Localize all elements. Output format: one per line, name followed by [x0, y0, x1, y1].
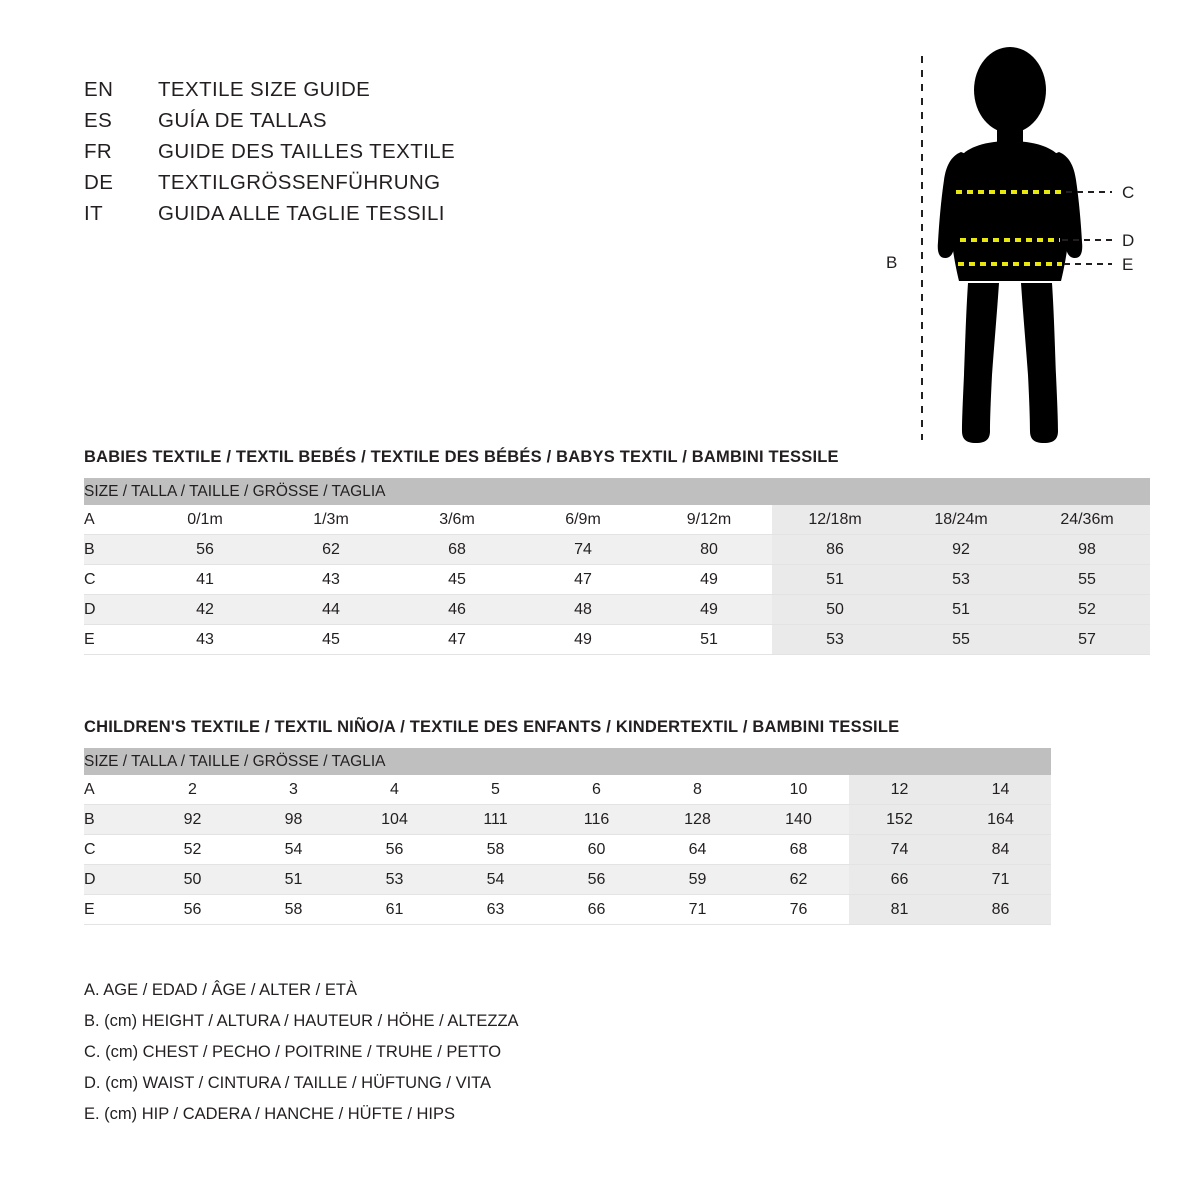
cell: 48: [520, 595, 646, 625]
cell: 56: [344, 835, 445, 865]
language-code: ES: [84, 109, 113, 132]
legend-item-a: A. AGE / EDAD / ÂGE / ALTER / ETÀ: [84, 981, 357, 999]
cell: 56: [142, 535, 268, 565]
cell: 4: [344, 775, 445, 805]
row-label: B: [84, 805, 142, 835]
cell: 45: [394, 565, 520, 595]
cell: 53: [898, 565, 1024, 595]
row-label: C: [84, 565, 142, 595]
cell: 51: [772, 565, 898, 595]
legend-item-e: E. (cm) HIP / CADERA / HANCHE / HÜFTE / HIPS: [84, 1105, 455, 1123]
cell: 128: [647, 805, 748, 835]
babies-section: [84, 448, 1150, 655]
language-title: TEXTILE SIZE GUIDE: [158, 78, 371, 101]
cell: 47: [520, 565, 646, 595]
cell: 98: [243, 805, 344, 835]
language-row: [84, 140, 604, 171]
cell: 71: [950, 865, 1051, 895]
cell: 10: [748, 775, 849, 805]
cell: 52: [142, 835, 243, 865]
cell: 50: [142, 865, 243, 895]
table-row: [84, 775, 1051, 805]
language-row: [84, 202, 604, 233]
language-title-list: [84, 78, 604, 233]
cell: 111: [445, 805, 546, 835]
row-label: E: [84, 895, 142, 925]
language-row: [84, 78, 604, 109]
cell: 74: [849, 835, 950, 865]
cell: 47: [394, 625, 520, 655]
cell: 53: [772, 625, 898, 655]
language-row: [84, 171, 604, 202]
cell: 52: [1024, 595, 1150, 625]
table-row: [84, 565, 1150, 595]
cell: 56: [142, 895, 243, 925]
cell: 12/18m: [772, 505, 898, 535]
cell: 61: [344, 895, 445, 925]
row-label: D: [84, 865, 142, 895]
cell: 81: [849, 895, 950, 925]
cell: 104: [344, 805, 445, 835]
cell: 152: [849, 805, 950, 835]
figure-label-c-text: C: [1122, 183, 1135, 202]
cell: 46: [394, 595, 520, 625]
cell: 0/1m: [142, 505, 268, 535]
language-title: GUIDA ALLE TAGLIE TESSILI: [158, 202, 445, 225]
children-size-table: [84, 748, 1051, 925]
cell: 92: [898, 535, 1024, 565]
cell: 59: [647, 865, 748, 895]
table-row: [84, 625, 1150, 655]
cell: 66: [546, 895, 647, 925]
cell: 56: [546, 865, 647, 895]
cell: 3/6m: [394, 505, 520, 535]
table-row: [84, 805, 1051, 835]
legend-item-d: D. (cm) WAIST / CINTURA / TAILLE / HÜFTUNG / VITA: [84, 1074, 492, 1092]
measurement-figure: [860, 40, 1160, 450]
babies-section-title: BABIES TEXTILE / TEXTIL BEBÉS / TEXTILE DES BÉBÉS / BABYS TEXTIL / BAMBINI TESSILE: [84, 448, 839, 466]
cell: 76: [748, 895, 849, 925]
cell: 49: [646, 595, 772, 625]
cell: 74: [520, 535, 646, 565]
table-row: [84, 595, 1150, 625]
cell: 9/12m: [646, 505, 772, 535]
cell: 58: [243, 895, 344, 925]
cell: 62: [748, 865, 849, 895]
cell: 71: [647, 895, 748, 925]
row-label: A: [84, 775, 142, 805]
language-title: GUIDE DES TAILLES TEXTILE: [158, 140, 456, 163]
cell: 49: [646, 565, 772, 595]
cell: 84: [950, 835, 1051, 865]
row-label: C: [84, 835, 142, 865]
table-row: [84, 835, 1051, 865]
cell: 45: [268, 625, 394, 655]
table-header-row: [84, 748, 1051, 775]
cell: 42: [142, 595, 268, 625]
language-code: DE: [84, 171, 114, 194]
cell: 41: [142, 565, 268, 595]
row-label: B: [84, 535, 142, 565]
cell: 86: [950, 895, 1051, 925]
figure-label-e-text: E: [1122, 255, 1134, 274]
children-section: [84, 718, 1051, 925]
cell: 24/36m: [1024, 505, 1150, 535]
child-silhouette: [938, 47, 1082, 443]
language-row: [84, 109, 604, 140]
cell: 55: [1024, 565, 1150, 595]
babies-size-table: [84, 478, 1150, 655]
cell: 51: [243, 865, 344, 895]
cell: 12: [849, 775, 950, 805]
legend-item-c: C. (cm) CHEST / PECHO / POITRINE / TRUHE / PETTO: [84, 1043, 502, 1061]
cell: 18/24m: [898, 505, 1024, 535]
cell: 49: [520, 625, 646, 655]
table-row: [84, 895, 1051, 925]
cell: 116: [546, 805, 647, 835]
figure-label-d-text: D: [1122, 231, 1135, 250]
cell: 58: [445, 835, 546, 865]
figure-label-b-text: B: [886, 253, 898, 272]
cell: 54: [445, 865, 546, 895]
cell: 43: [142, 625, 268, 655]
language-code: FR: [84, 140, 113, 163]
cell: 2: [142, 775, 243, 805]
cell: 51: [898, 595, 1024, 625]
cell: 6: [546, 775, 647, 805]
cell: 98: [1024, 535, 1150, 565]
table-row: [84, 865, 1051, 895]
children-section-title: CHILDREN'S TEXTILE / TEXTIL NIÑO/A / TEXTILE DES ENFANTS / KINDERTEXTIL / BAMBINI TESSILE: [84, 718, 900, 736]
cell: 6/9m: [520, 505, 646, 535]
row-label: A: [84, 505, 142, 535]
row-label: E: [84, 625, 142, 655]
cell: 92: [142, 805, 243, 835]
language-title: GUÍA DE TALLAS: [158, 109, 327, 132]
cell: 54: [243, 835, 344, 865]
cell: 53: [344, 865, 445, 895]
language-title: TEXTILGRÖSSENFÜHRUNG: [158, 171, 441, 194]
cell: 66: [849, 865, 950, 895]
children-table-header: SIZE / TALLA / TAILLE / GRÖSSE / TAGLIA: [84, 748, 1051, 775]
cell: 68: [394, 535, 520, 565]
cell: 43: [268, 565, 394, 595]
table-row: [84, 535, 1150, 565]
cell: 44: [268, 595, 394, 625]
cell: 50: [772, 595, 898, 625]
cell: 63: [445, 895, 546, 925]
cell: 51: [646, 625, 772, 655]
cell: 164: [950, 805, 1051, 835]
cell: 57: [1024, 625, 1150, 655]
cell: 14: [950, 775, 1051, 805]
babies-table-header: SIZE / TALLA / TAILLE / GRÖSSE / TAGLIA: [84, 478, 1150, 505]
cell: 64: [647, 835, 748, 865]
cell: 140: [748, 805, 849, 835]
legend-item-b: B. (cm) HEIGHT / ALTURA / HAUTEUR / HÖHE / ALTEZZA: [84, 1012, 519, 1030]
cell: 62: [268, 535, 394, 565]
cell: 80: [646, 535, 772, 565]
row-label: D: [84, 595, 142, 625]
table-header-row: [84, 478, 1150, 505]
cell: 60: [546, 835, 647, 865]
language-code: EN: [84, 78, 114, 101]
cell: 68: [748, 835, 849, 865]
table-row: [84, 505, 1150, 535]
language-code: IT: [84, 202, 104, 225]
cell: 86: [772, 535, 898, 565]
cell: 5: [445, 775, 546, 805]
cell: 8: [647, 775, 748, 805]
cell: 55: [898, 625, 1024, 655]
cell: 1/3m: [268, 505, 394, 535]
measurement-legend: [84, 975, 519, 1130]
cell: 3: [243, 775, 344, 805]
